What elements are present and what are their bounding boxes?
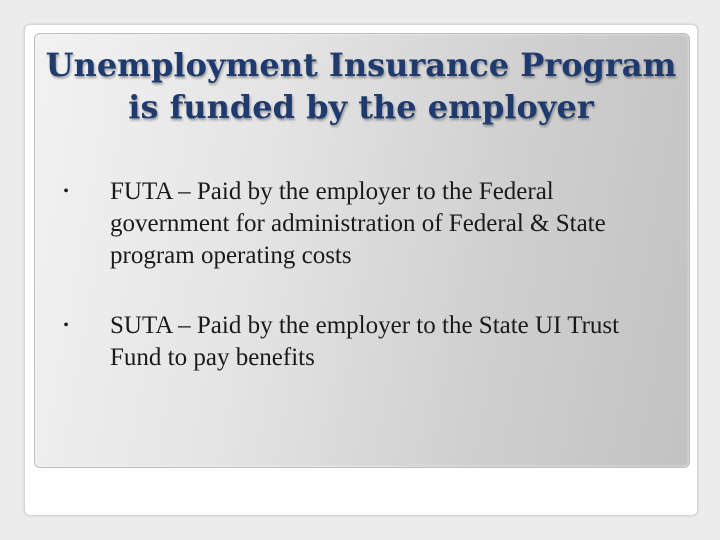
bullet-icon: • <box>63 183 69 200</box>
bullet-text-futa: FUTA – Paid by the employer to the Federal government for administration of Federal & State program operating costs <box>110 178 606 269</box>
slide-title-line-2: is funded by the employer <box>128 88 594 126</box>
bullet-item-futa <box>56 176 656 272</box>
slide-title-line-1: Unemployment Insurance Program <box>45 46 677 84</box>
bullet-item-suta <box>56 310 656 374</box>
slide-title <box>34 44 688 128</box>
bullet-list <box>56 176 656 412</box>
bullet-icon: • <box>63 317 69 334</box>
bullet-text-suta: SUTA – Paid by the employer to the State UI Trust Fund to pay benefits <box>110 312 620 371</box>
